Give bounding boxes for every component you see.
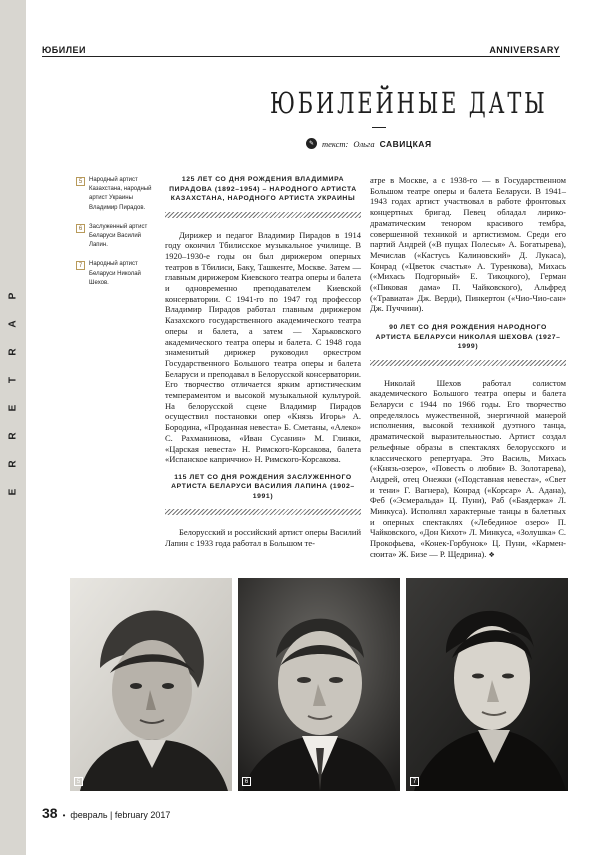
header-rule	[42, 56, 560, 57]
hatch-divider	[165, 509, 361, 515]
side-tab-letter: E	[7, 403, 19, 412]
section-body-piradov: Дирижер и педагог Владимир Пирадов в 1914 году окончил Тбилисское музыкальное училище. В 1920–1930-е годы он был дирижером оперных театров в Тбилиси, Баку, Ташкенте, Москве. Затем — главным дирижером Киевского театра оперы и балета и одновременно преподавателем Киевской консерватории. С 1941-го по 1947 год профессор Владимир Пирадов работал главным дирижером Казахского государственного академического театра оперы и балета, а затем — Харьковского академического театра оперы и балета. С 1948 года знаменитый дирижер руководил оркестром Государственного Большого театра оперы и балета Беларуси и преподавал в Белорусской консерватории. Его творчество отличается ярким артистическим темпераментом и высокой музыкальной культурой. На белорусской сцене Владимир Пирадов осуществил постановки опер «Князь Игорь» А. Бородина, «Проданная невеста» Б. Сметаны, «Алеко» С. Рахманинова, «Иван Сусанин» М. Глинки, «Царская невеста» Н. Римского-Корсакова, балета «Испанское каприччио» Н. Римского-Корсакова.	[165, 229, 361, 465]
photo-number: 5	[74, 777, 83, 786]
caption-item	[76, 176, 156, 213]
section-body-lapin-continued: атре в Москве, а с 1938-го — в Государственном Большом театре оперы и балета Беларуси. В 1941–1943 годах артист участвовал в работе фронтовых концертных бригад. Певец обладал лирико-драматическим тенором красивого тембра, совершенной техникой и артистизмом. Среди его партий Андрей («В пущах Полесья» А. Богатырева), Мечислав («Кастусь Калиновский» Д. Лукаса), Конрад («Цветок счастья» А. Туренкова), Михась («Михась Подгорный» Е. Тикоцкого), Герман («Пиковая дама» П. Чайковского), Альфред («Травиата» Дж. Верди), Пинкертон («Чио-Чио-сан» Дж. Пуччини).	[370, 175, 566, 314]
portrait-photo-lapin	[238, 578, 400, 791]
hatch-divider	[165, 212, 361, 218]
title-divider	[372, 127, 386, 128]
portrait-image	[406, 578, 568, 791]
portrait-image	[238, 578, 400, 791]
side-tab-letter: R	[7, 459, 19, 468]
section-label-ru: ЮБИЛЕИ	[42, 45, 87, 55]
article-column-2	[370, 175, 566, 561]
issue-label: февраль | february 2017	[70, 810, 171, 820]
section-body-shekhov	[370, 378, 566, 561]
caption-number: 6	[76, 224, 85, 233]
caption-number: 5	[76, 177, 85, 186]
photo-number: 6	[242, 777, 251, 786]
page-title: ЮБИЛЕЙНЫЕ ДАТЫ	[270, 86, 548, 120]
side-tab-letter: T	[7, 375, 19, 384]
page-number: 38	[42, 805, 58, 821]
side-tab-letter: P	[7, 291, 19, 300]
caption-text: Заслуженный артист Беларуси Василий Лапин.	[89, 223, 148, 249]
section-heading-lapin: 115 ЛЕТ СО ДНЯ РОЖДЕНИЯ ЗАСЛУЖЕННОГО АРТИСТА БЕЛАРУСИ ВАСИЛИЯ ЛАПИНА (1902–1991)	[171, 473, 355, 500]
article-column-1	[165, 175, 361, 549]
caption-text: Народный артист Казахстана, народный артист Украины Владимир Пирадов.	[89, 177, 152, 211]
portrait-image	[70, 578, 232, 791]
portrait-photo-piradov	[70, 578, 232, 791]
footer-bullet: •	[62, 811, 66, 820]
section-body-shekhov-text: Николай Шехов работал солистом академического Большого театра оперы и балета Беларуси с 1944 по 1966 годы. Его творчество определялось мужественной, энергичной манерой исполнения, высокой техникой дуэтного танца, драматической выразительностью. Артист создал рельефные образы в спектаклях белорусского и классического репертуара. Это Василь, Михась («Князь-озеро», «Повесть о любви» В. Золотарева), Андрей, отец Онежки («Подставная невеста», «Свет и тени» Г. Вагнера), Конрад («Корсар» А. Адана), Феб («Эсмеральда» Ц. Пуни), Раб («Баядерка» Л. Минкуса). Исполнял характерные танцы в балетных и оперных спектаклях («Лебединое озеро» П. Чайковского, «Дон Кихот» Л. Минкуса, «Золушка» С. Прокофьева, «Конек-Горбунок» Ц. Пуни, «Кармен-сюита» Ж. Бизе — Р. Щедрина).	[370, 377, 566, 559]
section-heading-shekhov: 90 ЛЕТ СО ДНЯ РОЖДЕНИЯ НАРОДНОГО АРТИСТА БЕЛАРУСИ НИКОЛАЯ ШЕХОВА (1927–1999)	[375, 324, 561, 351]
section-body-lapin-start: Белорусский и российский артист оперы Василий Лапин с 1933 года работал в Большом те-	[165, 527, 361, 549]
end-mark-icon: ❖	[488, 550, 495, 559]
author-label: текст:	[322, 138, 349, 149]
side-tab-letter: R	[7, 431, 19, 440]
side-tab-letter: R	[7, 347, 19, 356]
section-label-en: ANNIVERSARY	[489, 45, 560, 55]
author-last-name: САВИЦКАЯ	[379, 138, 432, 149]
caption-item	[76, 260, 156, 288]
photo-number: 7	[410, 777, 419, 786]
author-byline	[306, 138, 432, 149]
caption-number: 7	[76, 261, 85, 270]
portrait-strip	[70, 578, 568, 791]
page-footer	[42, 805, 170, 821]
caption-item	[76, 223, 156, 251]
portrait-photo-shekhov	[406, 578, 568, 791]
side-tab-letter: A	[7, 319, 19, 328]
side-tab-letter: E	[7, 487, 19, 496]
pen-icon: ✎	[306, 138, 317, 149]
hatch-divider	[370, 360, 566, 366]
photo-captions	[76, 176, 156, 298]
caption-text: Народный артист Беларуси Николай Шехов.	[89, 261, 141, 286]
author-first-name: Ольга	[353, 138, 375, 149]
section-heading-piradov: 125 ЛЕТ СО ДНЯ РОЖДЕНИЯ ВЛАДИМИРА ПИРАДОВА (1892–1954) – НАРОДНОГО АРТИСТА КАЗАХСТАНА, НАРОДНОГО АРТИСТА УКРАИНЫ	[169, 176, 357, 202]
section-side-tab	[0, 290, 26, 497]
